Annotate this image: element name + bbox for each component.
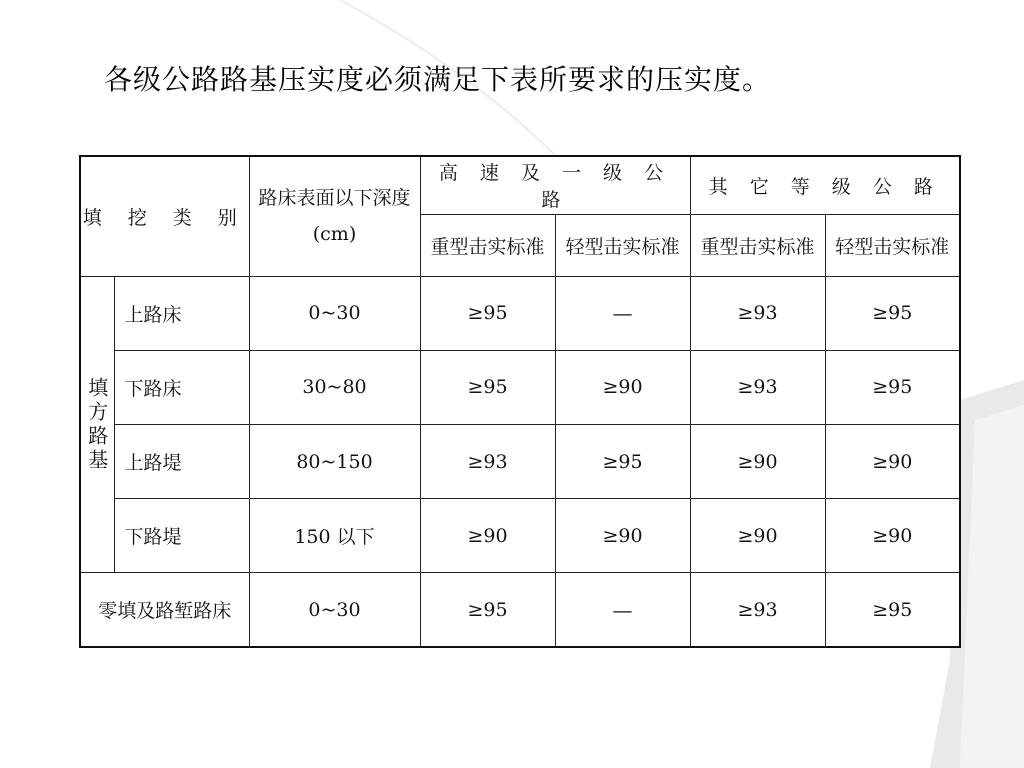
header-highway-light: 轻型击实标准 <box>555 214 690 276</box>
row-depth: 0~30 <box>249 276 420 350</box>
cell-other-heavy: ≥93 <box>690 350 825 424</box>
row-depth: 0~30 <box>249 573 420 647</box>
header-depth-label: 路床表面以下深度 <box>258 187 411 210</box>
table-row <box>80 573 960 647</box>
cell-highway-light: ≥95 <box>555 425 690 499</box>
table-row <box>80 350 960 424</box>
cell-highway-light: — <box>555 276 690 350</box>
header-depth <box>249 156 420 276</box>
table-row <box>80 499 960 573</box>
cell-other-light: ≥95 <box>825 276 960 350</box>
cell-highway-light: ≥90 <box>555 350 690 424</box>
header-highway-heavy: 重型击实标准 <box>420 214 555 276</box>
header-other-light: 轻型击实标准 <box>825 214 960 276</box>
row-depth: 150 以下 <box>249 499 420 573</box>
row-name: 下路床 <box>114 350 249 424</box>
table-row <box>80 425 960 499</box>
compaction-table <box>79 155 961 648</box>
row-name: 零填及路堑路床 <box>80 573 249 647</box>
cell-highway-light: — <box>555 573 690 647</box>
header-other-heavy: 重型击实标准 <box>690 214 825 276</box>
header-group-other: 其 它 等 级 公 路 <box>690 156 960 214</box>
cell-highway-light: ≥90 <box>555 499 690 573</box>
header-depth-unit: (cm) <box>312 223 357 246</box>
row-depth: 30~80 <box>249 350 420 424</box>
cell-highway-heavy: ≥93 <box>420 425 555 499</box>
cell-other-heavy: ≥90 <box>690 499 825 573</box>
row-depth: 80~150 <box>249 425 420 499</box>
cell-highway-heavy: ≥90 <box>420 499 555 573</box>
cell-other-heavy: ≥90 <box>690 425 825 499</box>
side-label-cell <box>80 276 114 573</box>
table-row <box>80 276 960 350</box>
page-heading: 各级公路路基压实度必须满足下表所要求的压实度。 <box>104 63 772 96</box>
header-category-label: 填 挖 类 别 <box>82 206 247 229</box>
cell-other-heavy: ≥93 <box>690 276 825 350</box>
side-label: 填方路基 <box>84 376 109 473</box>
cell-other-light: ≥90 <box>825 499 960 573</box>
cell-highway-heavy: ≥95 <box>420 276 555 350</box>
cell-other-light: ≥90 <box>825 425 960 499</box>
cell-other-heavy: ≥93 <box>690 573 825 647</box>
header-category <box>80 156 249 276</box>
cell-highway-heavy: ≥95 <box>420 573 555 647</box>
row-name: 上路床 <box>114 276 249 350</box>
cell-other-light: ≥95 <box>825 350 960 424</box>
cell-highway-heavy: ≥95 <box>420 350 555 424</box>
row-name: 上路堤 <box>114 425 249 499</box>
cell-other-light: ≥95 <box>825 573 960 647</box>
row-name: 下路堤 <box>114 499 249 573</box>
header-group-highway: 高 速 及 一 级 公 路 <box>420 156 690 214</box>
